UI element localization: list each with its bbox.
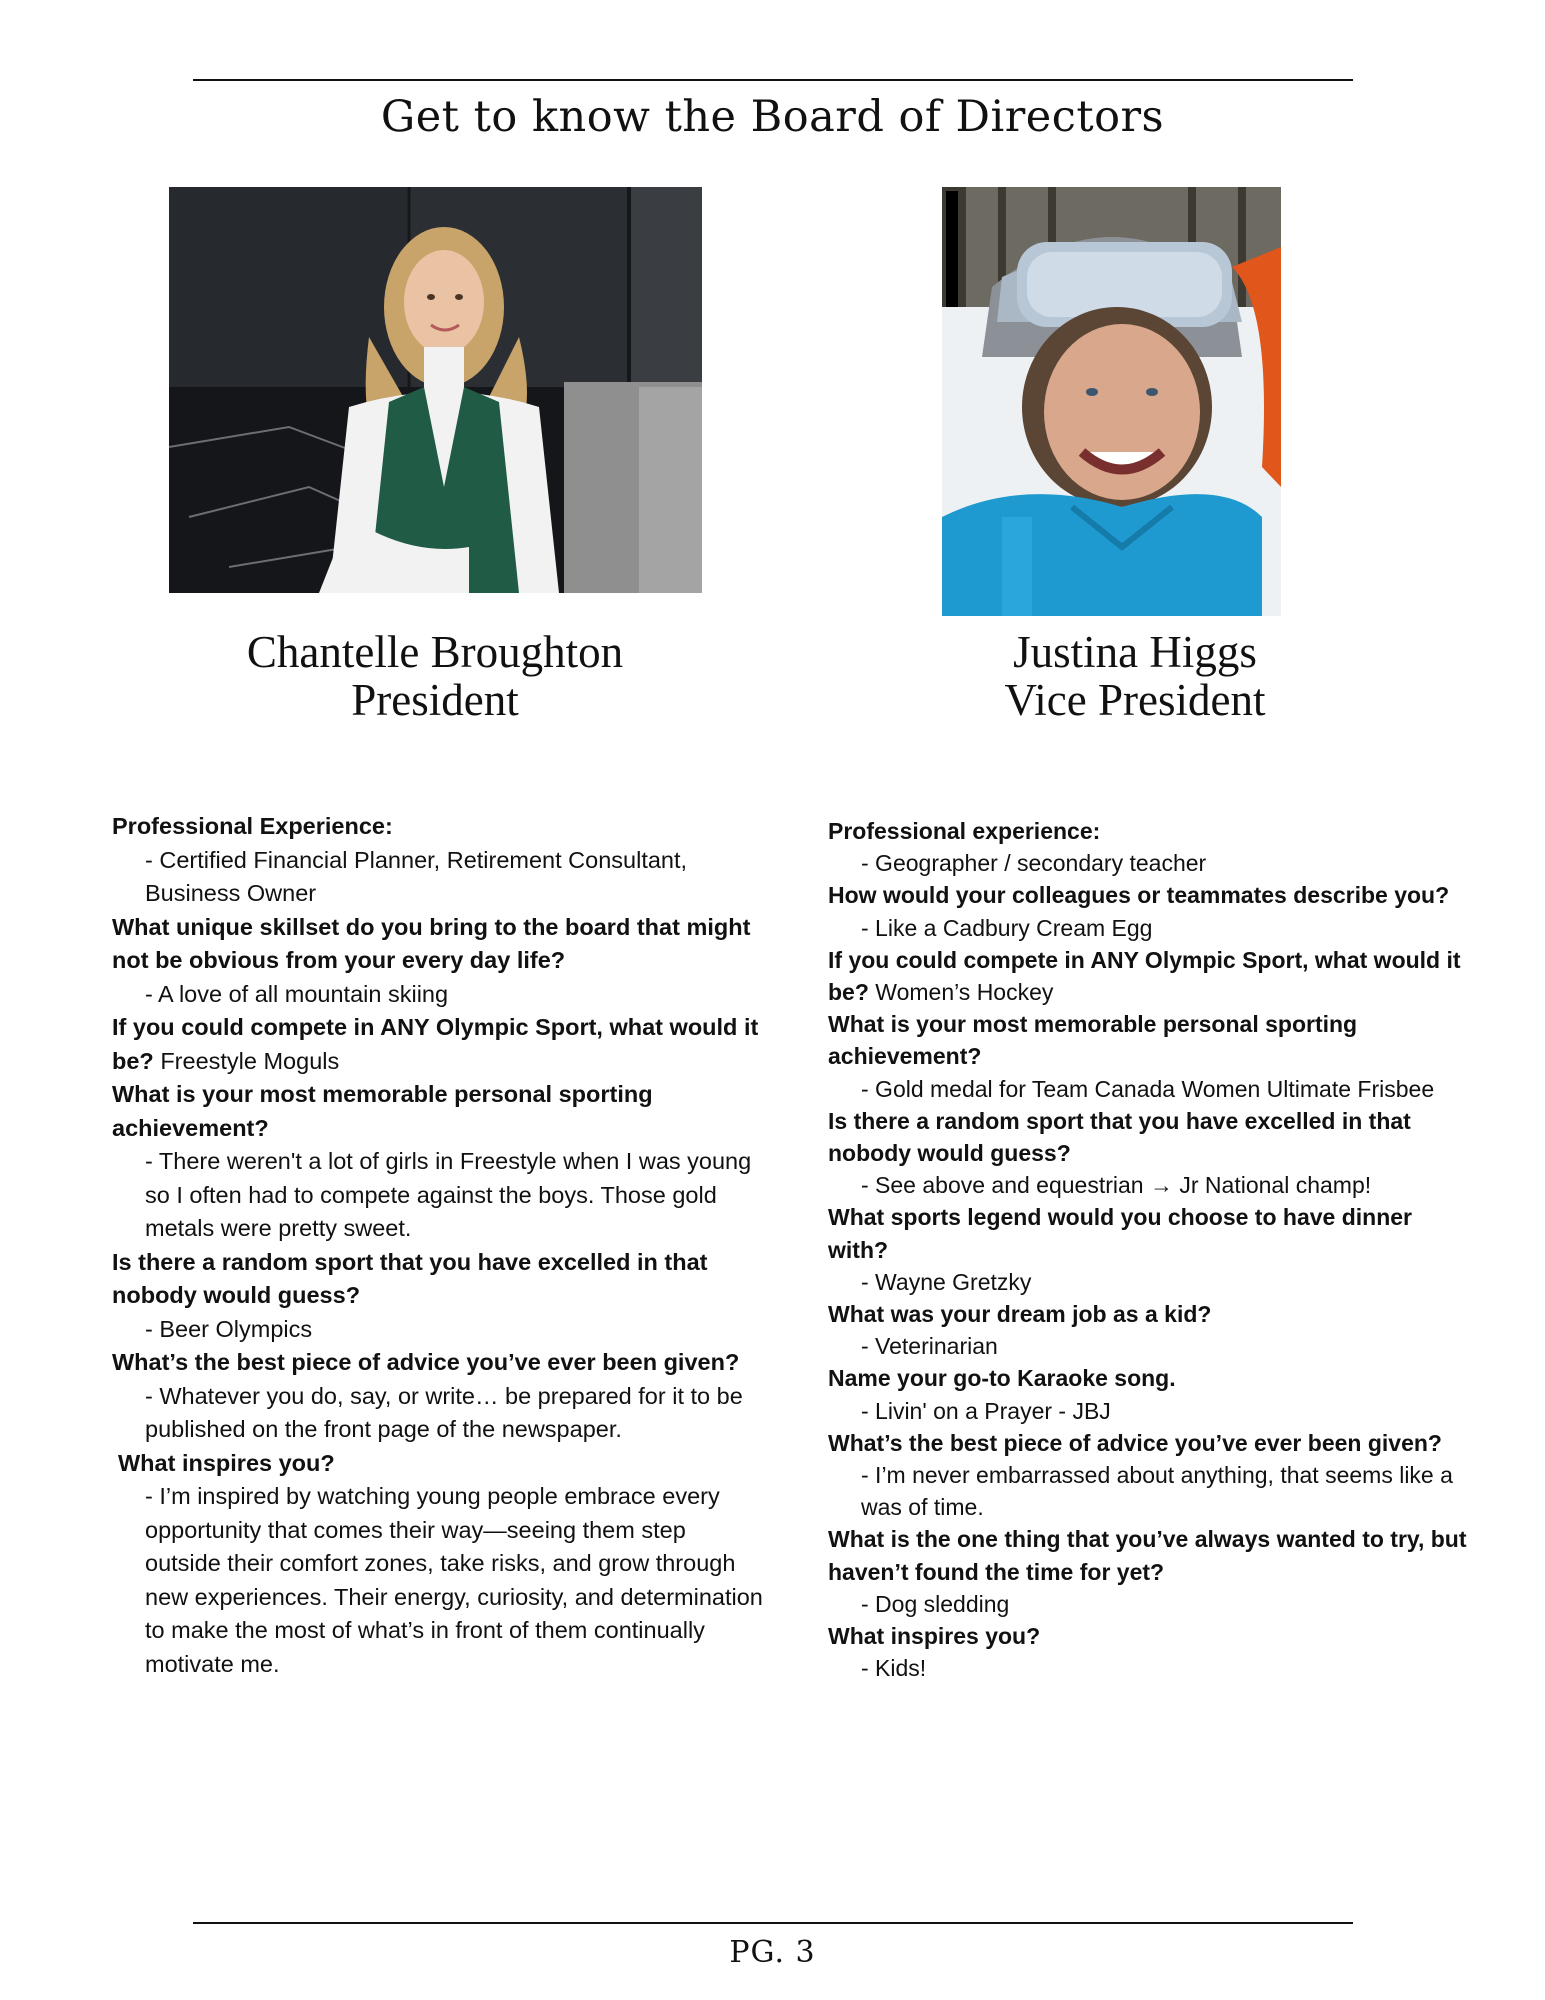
- person-name: Justina Higgs: [1013, 627, 1257, 677]
- answer: - Like a Cadbury Cream Egg: [861, 914, 1153, 941]
- answer: Women’s Hockey: [875, 979, 1054, 1006]
- answer: - There weren't a lot of girls in Freestyle when I was young so I often had to compete against the boys. Those gold metals were pretty sweet.: [145, 1148, 752, 1241]
- vice-president-block: [860, 628, 1410, 724]
- qa-inline-row: [112, 1011, 767, 1078]
- answer: - Certified Financial Planner, Retirement Consultant, Business Owner: [145, 846, 688, 906]
- answer: - Whatever you do, say, or write… be prepared for it to be published on the front page of the newspaper.: [145, 1382, 743, 1442]
- question: Professional Experience:: [112, 813, 393, 839]
- president-qa: [112, 810, 767, 1681]
- answer: Freestyle Moguls: [160, 1047, 340, 1074]
- page-title: Get to know the Board of Directors: [380, 92, 1165, 142]
- question: What is your most memorable personal sporting achievement?: [828, 1011, 1358, 1070]
- question: What sports legend would you choose to have dinner with?: [828, 1204, 1412, 1263]
- question: Professional experience:: [828, 818, 1101, 844]
- question: What’s the best piece of advice you’ve ever been given?: [112, 1349, 740, 1375]
- top-divider: [193, 79, 1353, 81]
- question: How would your colleagues or teammates describe you?: [828, 882, 1450, 909]
- page-number: PG. 3: [729, 1935, 816, 1970]
- answer: - A love of all mountain skiing: [145, 980, 449, 1007]
- answer: - I’m inspired by watching young people embrace every opportunity that comes their way—seeing them step outside their comfort zones, take risks, and grow through new experiences. Their energy, curiosity, and determination to make the most of what’s in front of them continually motivate me.: [145, 1483, 763, 1677]
- question: Name your go-to Karaoke song.: [828, 1365, 1176, 1392]
- question: If you could compete in ANY Olympic Sport, what would it be?: [828, 946, 1461, 1006]
- question: What is your most memorable personal sporting achievement?: [112, 1081, 653, 1141]
- ski-selfie-photo: [942, 187, 1281, 616]
- question: What’s the best piece of advice you’ve ever been given?: [828, 1429, 1442, 1456]
- answer: - Gold medal for Team Canada Women Ultimate Frisbee: [861, 1075, 1435, 1102]
- question: Is there a random sport that you have excelled in that nobody would guess?: [112, 1248, 708, 1308]
- question: Is there a random sport that you have excelled in that nobody would guess?: [828, 1107, 1411, 1167]
- person-role: President: [351, 675, 519, 725]
- answer: - See above and equestrian → Jr National champ!: [861, 1172, 1372, 1199]
- answer: - Wayne Gretzky: [861, 1268, 1032, 1295]
- person-name: Chantelle Broughton: [246, 627, 624, 677]
- question: What inspires you?: [828, 1623, 1041, 1650]
- answer: - Beer Olympics: [145, 1315, 313, 1342]
- answer: - Dog sledding: [861, 1590, 1010, 1617]
- answer: - Veterinarian: [861, 1333, 998, 1360]
- question: If you could compete in ANY Olympic Sport, what would it be?: [112, 1014, 759, 1074]
- portrait-photo: [169, 187, 702, 593]
- question: What inspires you?: [118, 1449, 335, 1476]
- answer: - Kids!: [861, 1655, 927, 1682]
- bottom-divider: [193, 1922, 1353, 1924]
- president-block: [160, 628, 710, 724]
- answer: - I’m never embarrassed about anything, that seems like a was of time.: [861, 1462, 1453, 1521]
- person-role: Vice President: [1004, 675, 1266, 725]
- question: What unique skillset do you bring to the board that might not be obvious from your every day life?: [112, 913, 751, 973]
- answer: - Livin' on a Prayer - JBJ: [861, 1397, 1111, 1424]
- question: What was your dream job as a kid?: [828, 1301, 1212, 1328]
- vice-president-qa: [828, 815, 1468, 1684]
- answer: - Geographer / secondary teacher: [861, 850, 1207, 877]
- question: What is the one thing that you’ve always wanted to try, but haven’t found the time for yet?: [828, 1526, 1467, 1585]
- qa-inline-row: [828, 944, 1468, 1008]
